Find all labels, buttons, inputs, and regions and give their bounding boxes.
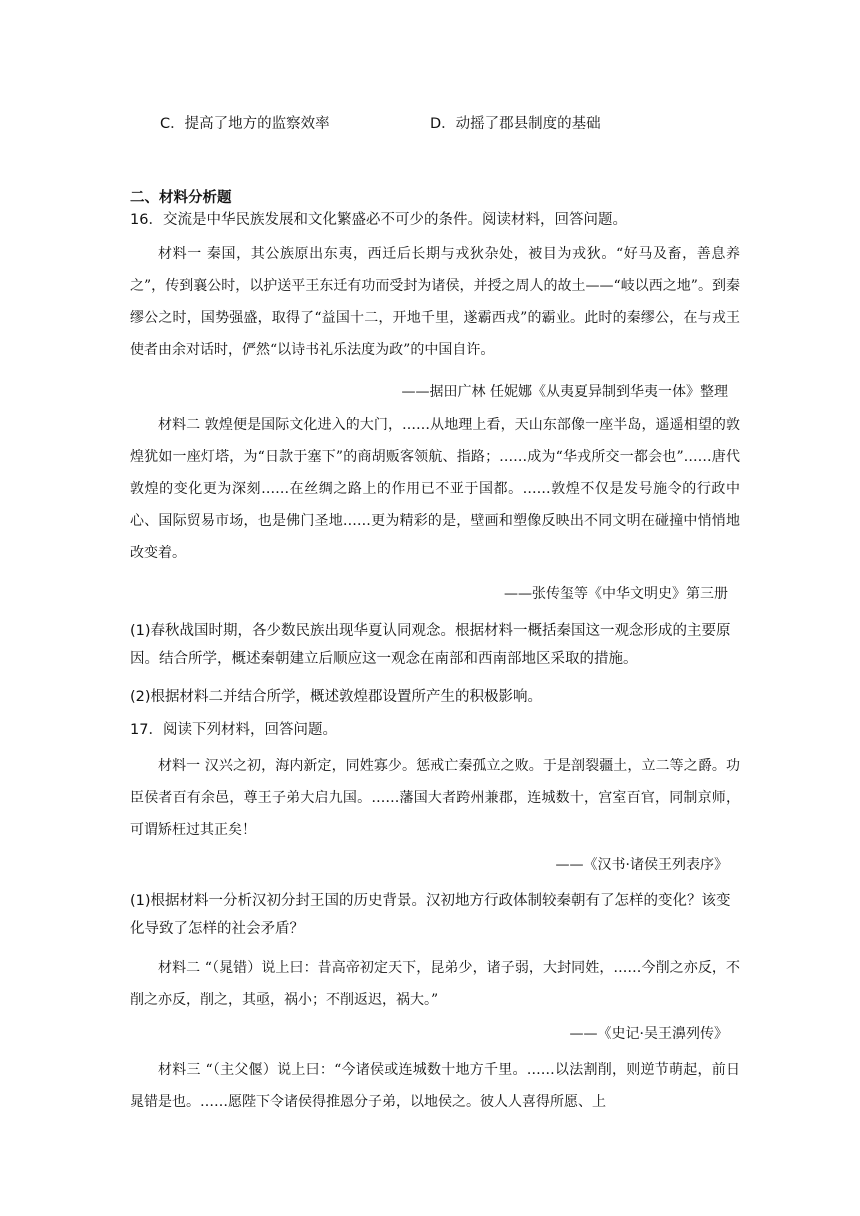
q16-sub-question-2: (2)根据材料二并结合所学，概述敦煌郡设置所产生的积极影响。 — [130, 689, 543, 705]
q17-material-3: 材料三 “（主父偃）说上曰：“今诸侯或连城数十地方千里。……以法割削，则逆节萌起，前日晁错是也。……愿陛下令诸侯得推恩分子弟，以地侯之。彼人人喜得所愿、上 — [130, 1062, 740, 1110]
q17-material-1: 材料一 汉兴之初，海内新定，同姓寡少。惩戒亡秦孤立之败。于是剖裂疆土，立二等之爵。功臣侯者百有余邑，尊王子弟大启九国。……藩国大者跨州兼郡，连城数十，宫室百官，同制京师，可谓矫枉过其正矣！ — [130, 758, 740, 838]
q17-sub-question-1: (1)根据材料一分析汉初分封王国的历史背景。汉初地方行政体制较秦朝有了怎样的变化？该变化导致了怎样的社会矛盾？ — [130, 893, 731, 937]
section-heading: 二、材料分析题 — [130, 190, 232, 206]
q17-material-1-source: ——《汉书·诸侯王列表序》 — [555, 857, 728, 873]
question-16-stem: 16．交流是中华民族发展和文化繁盛必不可少的条件。阅读材料，回答问题。 — [130, 212, 627, 228]
q16-material-1: 材料一 秦国，其公族原出东夷，西迁后长期与戎狄杂处，被目为戎狄。“好马及畜，善息养之”，传到襄公时，以护送平王东迁有功而受封为诸侯，并授之周人的故土——“岐以西之地”。到秦缪公之时，国势强盛，取得了“益国十二，开地千里，遂霸西戎”的霸业。此时的秦缪公，在与戎王使者由余对话时，俨然“以诗书礼乐法度为政”的中国自许。 — [130, 246, 740, 358]
question-17-stem: 17．阅读下列材料，回答问题。 — [130, 722, 337, 738]
q17-material-2-source: ——《史记·吴王濞列传》 — [569, 1026, 728, 1042]
q16-material-1-source: ——据田广林 任妮娜《从夷夏异制到华夷一体》整理 — [401, 384, 728, 400]
option-d: D．动摇了郡县制度的基础 — [430, 116, 601, 132]
q16-material-2-source: ——张传玺等《中华文明史》第三册 — [504, 586, 728, 602]
q16-sub-question-1: (1)春秋战国时期，各少数民族出现华夏认同观念。根据材料一概括秦国这一观念形成的主要原因。结合所学，概述秦朝建立后顺应这一观念在南部和西南部地区采取的措施。 — [130, 623, 731, 667]
q17-material-2: 材料二 “（晁错）说上曰：昔高帝初定天下，昆弟少，诸子弱，大封同姓，……今削之亦反，不削之亦反，削之，其亟，祸小；不削返迟，祸大。” — [130, 960, 740, 1008]
q16-material-2: 材料二 敦煌便是国际文化进入的大门，……从地理上看，天山东部像一座半岛，遥遥相望的敦煌犹如一座灯塔，为“日款于塞下”的商胡贩客领航、指路；……成为“华戎所交一都会也”……唐代敦煌的变化更为深刻……在丝绸之路上的作用已不亚于国都。……敦煌不仅是发号施令的行政中心、国际贸易市场，也是佛门圣地……更为精彩的是，壁画和塑像反映出不同文明在碰撞中悄悄地改变着。 — [130, 417, 740, 561]
option-c: C．提高了地方的监察效率 — [160, 116, 330, 132]
